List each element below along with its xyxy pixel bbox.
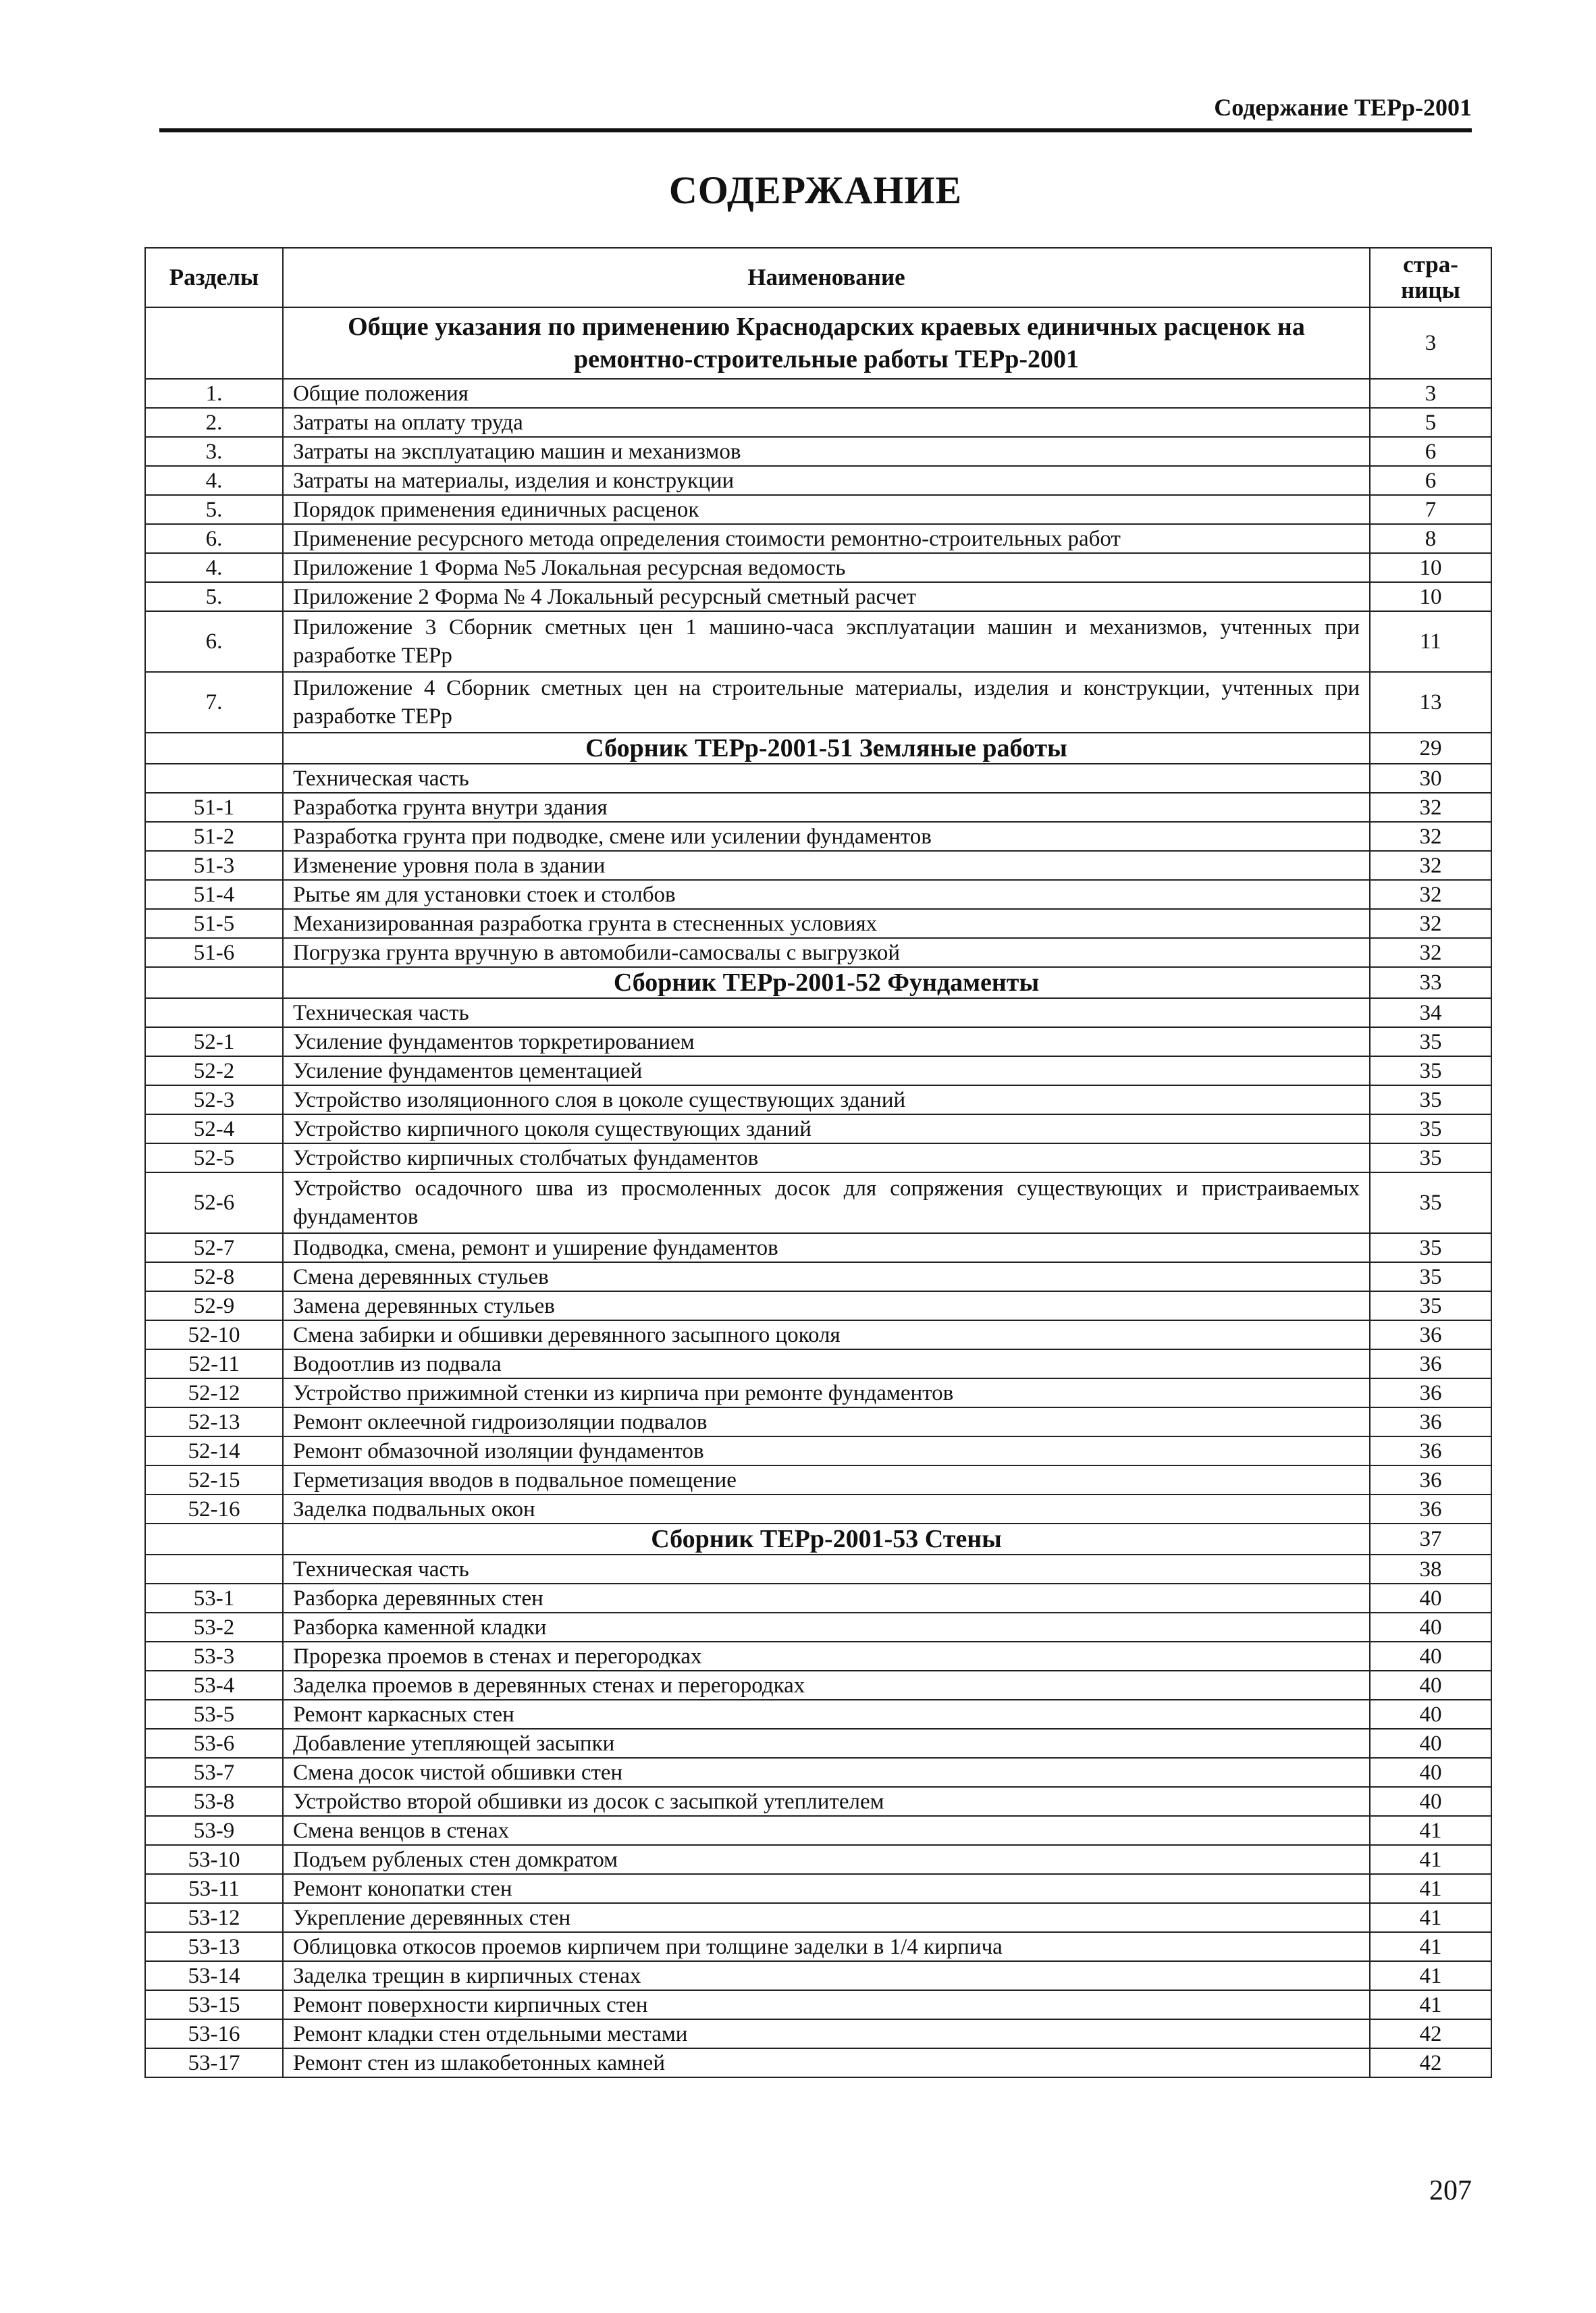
table-row [145,1172,1491,1233]
page-number-cell: 42 [1370,2048,1491,2077]
page-number-cell: 36 [1370,1320,1491,1349]
page-number-cell: 30 [1370,764,1491,793]
entry-name-cell: Приложение 4 Сборник сметных цен на строительные материалы, изделия и конструкции, учтенных при разработке ТЕРр [283,672,1370,733]
table-row [145,1555,1491,1584]
page-number-cell: 35 [1370,1027,1491,1056]
table-row [145,2048,1491,2077]
column-header-section: Разделы [145,248,283,307]
table-row [145,2019,1491,2048]
section-number-cell: 52-13 [145,1407,283,1436]
page-number-cell: 3 [1370,379,1491,408]
section-number-cell: 7. [145,672,283,733]
entry-name-cell: Порядок применения единичных расценок [283,495,1370,524]
table-row [145,909,1491,938]
entry-name-cell: Изменение уровня пола в здании [283,851,1370,880]
table-row [145,1378,1491,1407]
entry-name-cell: Устройство второй обшивки из досок с засыпкой утеплителем [283,1787,1370,1816]
section-number-cell: 53-10 [145,1845,283,1874]
section-number-cell: 52-5 [145,1143,283,1172]
table-row [145,1027,1491,1056]
page-title: СОДЕРЖАНИЕ [668,168,963,212]
section-number-cell: 52-6 [145,1172,283,1233]
page-number-cell: 32 [1370,909,1491,938]
page-number-cell: 40 [1370,1758,1491,1787]
table-row [145,672,1491,733]
column-header-pages [1370,248,1491,307]
page-number-cell: 40 [1370,1787,1491,1816]
contents-table-body [145,307,1491,2077]
entry-name-cell: Смена забирки и обшивки деревянного засыпного цоколя [283,1320,1370,1349]
entry-name-cell: Смена деревянных стульев [283,1262,1370,1291]
table-row [145,495,1491,524]
table-row [145,553,1491,582]
page-number-cell: 41 [1370,1961,1491,1990]
page-number-cell: 35 [1370,1085,1491,1114]
section-number-cell: 3. [145,437,283,466]
page-number-cell: 40 [1370,1700,1491,1729]
entry-name-cell: Ремонт поверхности кирпичных стен [283,1990,1370,2019]
section-number-cell: 53-11 [145,1874,283,1903]
page-number-cell: 35 [1370,1172,1491,1233]
table-row [145,1436,1491,1465]
section-number-cell: 52-11 [145,1349,283,1378]
table-row [145,822,1491,851]
page-number-cell: 32 [1370,822,1491,851]
table-row [145,1056,1491,1085]
section-number-cell: 52-12 [145,1378,283,1407]
entry-name-cell: Герметизация вводов в подвальное помещение [283,1465,1370,1495]
section-number-cell [145,733,283,764]
entry-name-cell: Ремонт каркасных стен [283,1700,1370,1729]
entry-name-cell: Заделка подвальных окон [283,1495,1370,1524]
table-row [145,466,1491,495]
page-number-cell: 32 [1370,938,1491,967]
page-number-cell: 36 [1370,1378,1491,1407]
page-number-cell: 5 [1370,408,1491,437]
page-number-cell: 32 [1370,793,1491,822]
section-number-cell: 53-7 [145,1758,283,1787]
page-number-cell: 10 [1370,582,1491,611]
page-number-cell: 40 [1370,1584,1491,1613]
section-number-cell: 53-3 [145,1642,283,1671]
section-number-cell: 52-16 [145,1495,283,1524]
page-number-cell: 29 [1370,733,1491,764]
section-number-cell: 51-3 [145,851,283,880]
table-row [145,1495,1491,1524]
column-header-name: Наименование [283,248,1370,307]
section-number-cell: 53-9 [145,1816,283,1845]
table-row [145,1845,1491,1874]
page-number-cell: 35 [1370,1114,1491,1143]
table-row [145,764,1491,793]
table-row [145,1143,1491,1172]
table-row [145,880,1491,909]
section-number-cell: 51-1 [145,793,283,822]
entry-name-cell: Затраты на материалы, изделия и конструкции [283,466,1370,495]
section-number-cell: 52-14 [145,1436,283,1465]
entry-name-cell: Сборник ТЕРр-2001-51 Земляные работы [283,733,1370,764]
table-row [145,1262,1491,1291]
table-row [145,1465,1491,1495]
entry-name-cell: Ремонт кладки стен отдельными местами [283,2019,1370,2048]
section-number-cell: 5. [145,582,283,611]
table-row [145,1584,1491,1613]
page-number-cell: 11 [1370,611,1491,672]
page-number-cell: 36 [1370,1495,1491,1524]
table-row [145,1114,1491,1143]
section-number-cell [145,1524,283,1555]
page-number-cell: 40 [1370,1613,1491,1642]
page-number: 207 [1429,2175,1472,2206]
section-number-cell: 5. [145,495,283,524]
table-row [145,1932,1491,1961]
page-number-cell: 40 [1370,1671,1491,1700]
table-row [145,611,1491,672]
page-number-cell: 38 [1370,1555,1491,1584]
table-header-row [145,248,1491,307]
section-number-cell: 53-4 [145,1671,283,1700]
section-number-cell: 4. [145,553,283,582]
section-number-cell: 53-5 [145,1700,283,1729]
entry-name-cell: Устройство кирпичных столбчатых фундаментов [283,1143,1370,1172]
table-row [145,938,1491,967]
entry-name-cell: Погрузка грунта вручную в автомобили-самосвалы с выгрузкой [283,938,1370,967]
contents-table [144,247,1492,2078]
entry-name-cell: Механизированная разработка грунта в стесненных условиях [283,909,1370,938]
section-number-cell: 53-14 [145,1961,283,1990]
entry-name-cell: Разборка деревянных стен [283,1584,1370,1613]
table-row [145,1613,1491,1642]
page-number-cell: 35 [1370,1233,1491,1262]
section-number-cell: 52-9 [145,1291,283,1320]
table-row [145,1085,1491,1114]
entry-name-cell: Приложение 1 Форма №5 Локальная ресурсная ведомость [283,553,1370,582]
section-number-cell: 1. [145,379,283,408]
entry-name-cell: Приложение 2 Форма № 4 Локальный ресурсный сметный расчет [283,582,1370,611]
entry-name-cell: Устройство осадочного шва из просмоленных досок для сопряжения существующих и пристраиваемых фундаментов [283,1172,1370,1233]
page-number-cell: 40 [1370,1729,1491,1758]
entry-name-cell: Замена деревянных стульев [283,1291,1370,1320]
page-number-cell: 40 [1370,1642,1491,1671]
page-number-cell: 36 [1370,1407,1491,1436]
page-number-cell: 35 [1370,1291,1491,1320]
page-number-cell: 41 [1370,1874,1491,1903]
page-number-cell: 13 [1370,672,1491,733]
entry-name-cell: Заделка проемов в деревянных стенах и перегородках [283,1671,1370,1700]
table-row [145,733,1491,764]
section-number-cell: 52-4 [145,1114,283,1143]
entry-name-cell: Общие положения [283,379,1370,408]
section-number-cell [145,307,283,379]
section-number-cell: 53-8 [145,1787,283,1816]
entry-name-cell: Заделка трещин в кирпичных стенах [283,1961,1370,1990]
entry-name-cell: Сборник ТЕРр-2001-53 Стены [283,1524,1370,1555]
entry-name-cell: Затраты на оплату труда [283,408,1370,437]
section-number-cell: 51-4 [145,880,283,909]
entry-name-cell: Приложение 3 Сборник сметных цен 1 машино-часа эксплуатации машин и механизмов, учтенных при разработке ТЕРр [283,611,1370,672]
section-number-cell: 51-2 [145,822,283,851]
section-number-cell: 53-13 [145,1932,283,1961]
entry-name-cell: Устройство изоляционного слоя в цоколе существующих зданий [283,1085,1370,1114]
page-number-cell: 6 [1370,466,1491,495]
page-number-cell: 42 [1370,2019,1491,2048]
table-row [145,1729,1491,1758]
table-row [145,1787,1491,1816]
entry-name-cell: Ремонт стен из шлакобетонных камней [283,2048,1370,2077]
page-number-cell: 36 [1370,1349,1491,1378]
entry-name-cell: Разборка каменной кладки [283,1613,1370,1642]
entry-name-cell: Укрепление деревянных стен [283,1903,1370,1932]
table-row [145,998,1491,1027]
table-row [145,437,1491,466]
page-number-cell: 41 [1370,1903,1491,1932]
running-title: Содержание ТЕРр-2001 [1214,94,1472,121]
section-number-cell: 52-8 [145,1262,283,1291]
table-row [145,1524,1491,1555]
entry-name-cell: Применение ресурсного метода определения стоимости ремонтно-строительных работ [283,524,1370,553]
table-row [145,1816,1491,1845]
page-number-cell: 8 [1370,524,1491,553]
column-header-pages-text: стра- ницы [1401,251,1460,303]
entry-name-cell: Смена досок чистой обшивки стен [283,1758,1370,1787]
table-row [145,1700,1491,1729]
page-number-cell: 3 [1370,307,1491,379]
entry-name-cell: Сборник ТЕРр-2001-52 Фундаменты [283,967,1370,998]
page-number-cell: 35 [1370,1143,1491,1172]
entry-name-cell: Устройство прижимной стенки из кирпича при ремонте фундаментов [283,1378,1370,1407]
section-number-cell: 53-12 [145,1903,283,1932]
table-row [145,408,1491,437]
table-row [145,1671,1491,1700]
section-number-cell: 52-10 [145,1320,283,1349]
page-number-cell: 34 [1370,998,1491,1027]
table-row [145,851,1491,880]
section-number-cell: 52-1 [145,1027,283,1056]
section-number-cell [145,1555,283,1584]
table-row [145,1407,1491,1436]
entry-name-cell: Рытье ям для установки стоек и столбов [283,880,1370,909]
table-row [145,379,1491,408]
entry-name-cell: Ремонт конопатки стен [283,1874,1370,1903]
section-number-cell: 51-5 [145,909,283,938]
section-number-cell: 52-2 [145,1056,283,1085]
table-row [145,582,1491,611]
page-number-cell: 41 [1370,1932,1491,1961]
entry-name-cell: Устройство кирпичного цоколя существующих зданий [283,1114,1370,1143]
table-row [145,793,1491,822]
entry-name-cell: Ремонт обмазочной изоляции фундаментов [283,1436,1370,1465]
entry-name-cell: Добавление утепляющей засыпки [283,1729,1370,1758]
page-number-cell: 37 [1370,1524,1491,1555]
page-number-cell: 32 [1370,880,1491,909]
table-row [145,1320,1491,1349]
entry-name-cell: Общие указания по применению Краснодарских краевых единичных расценок на ремонтно-строительные работы ТЕРр-2001 [283,307,1370,379]
entry-name-cell: Разработка грунта внутри здания [283,793,1370,822]
entry-name-cell: Прорезка проемов в стенах и перегородках [283,1642,1370,1671]
entry-name-cell: Усиление фундаментов цементацией [283,1056,1370,1085]
table-row [145,1874,1491,1903]
table-row [145,1990,1491,2019]
table-row [145,1758,1491,1787]
section-number-cell: 53-6 [145,1729,283,1758]
entry-name-cell: Затраты на эксплуатацию машин и механизмов [283,437,1370,466]
entry-name-cell: Водоотлив из подвала [283,1349,1370,1378]
entry-name-cell: Техническая часть [283,998,1370,1027]
section-number-cell: 6. [145,524,283,553]
page-number-cell: 33 [1370,967,1491,998]
section-number-cell: 53-15 [145,1990,283,2019]
page-number-cell: 7 [1370,495,1491,524]
page-number-cell: 6 [1370,437,1491,466]
entry-name-cell: Смена венцов в стенах [283,1816,1370,1845]
section-number-cell: 53-16 [145,2019,283,2048]
entry-name-cell: Ремонт оклеечной гидроизоляции подвалов [283,1407,1370,1436]
page-number-cell: 32 [1370,851,1491,880]
section-number-cell: 52-15 [145,1465,283,1495]
section-number-cell: 53-17 [145,2048,283,2077]
table-row [145,967,1491,998]
table-row [145,1291,1491,1320]
section-number-cell: 4. [145,466,283,495]
table-row [145,1903,1491,1932]
page-number-cell: 10 [1370,553,1491,582]
section-number-cell: 52-7 [145,1233,283,1262]
entry-name-cell: Подводка, смена, ремонт и уширение фундаментов [283,1233,1370,1262]
page-number-cell: 36 [1370,1465,1491,1495]
section-number-cell [145,998,283,1027]
entry-name-cell: Облицовка откосов проемов кирпичем при толщине заделки в 1/4 кирпича [283,1932,1370,1961]
table-row [145,524,1491,553]
page-number-cell: 36 [1370,1436,1491,1465]
table-row [145,1961,1491,1990]
page-number-cell: 41 [1370,1845,1491,1874]
table-row [145,307,1491,379]
header-rule [159,128,1472,132]
entry-name-cell: Техническая часть [283,1555,1370,1584]
entry-name-cell: Усиление фундаментов торкретированием [283,1027,1370,1056]
table-row [145,1349,1491,1378]
entry-name-cell: Подъем рубленых стен домкратом [283,1845,1370,1874]
page-number-cell: 35 [1370,1262,1491,1291]
section-number-cell: 51-6 [145,938,283,967]
page-number-cell: 35 [1370,1056,1491,1085]
section-number-cell: 53-2 [145,1613,283,1642]
page-number-cell: 41 [1370,1816,1491,1845]
section-number-cell: 6. [145,611,283,672]
section-number-cell: 53-1 [145,1584,283,1613]
section-number-cell [145,764,283,793]
section-number-cell: 2. [145,408,283,437]
table-row [145,1642,1491,1671]
section-number-cell [145,967,283,998]
table-row [145,1233,1491,1262]
page-number-cell: 41 [1370,1990,1491,2019]
entry-name-cell: Разработка грунта при подводке, смене или усилении фундаментов [283,822,1370,851]
entry-name-cell: Техническая часть [283,764,1370,793]
section-number-cell: 52-3 [145,1085,283,1114]
